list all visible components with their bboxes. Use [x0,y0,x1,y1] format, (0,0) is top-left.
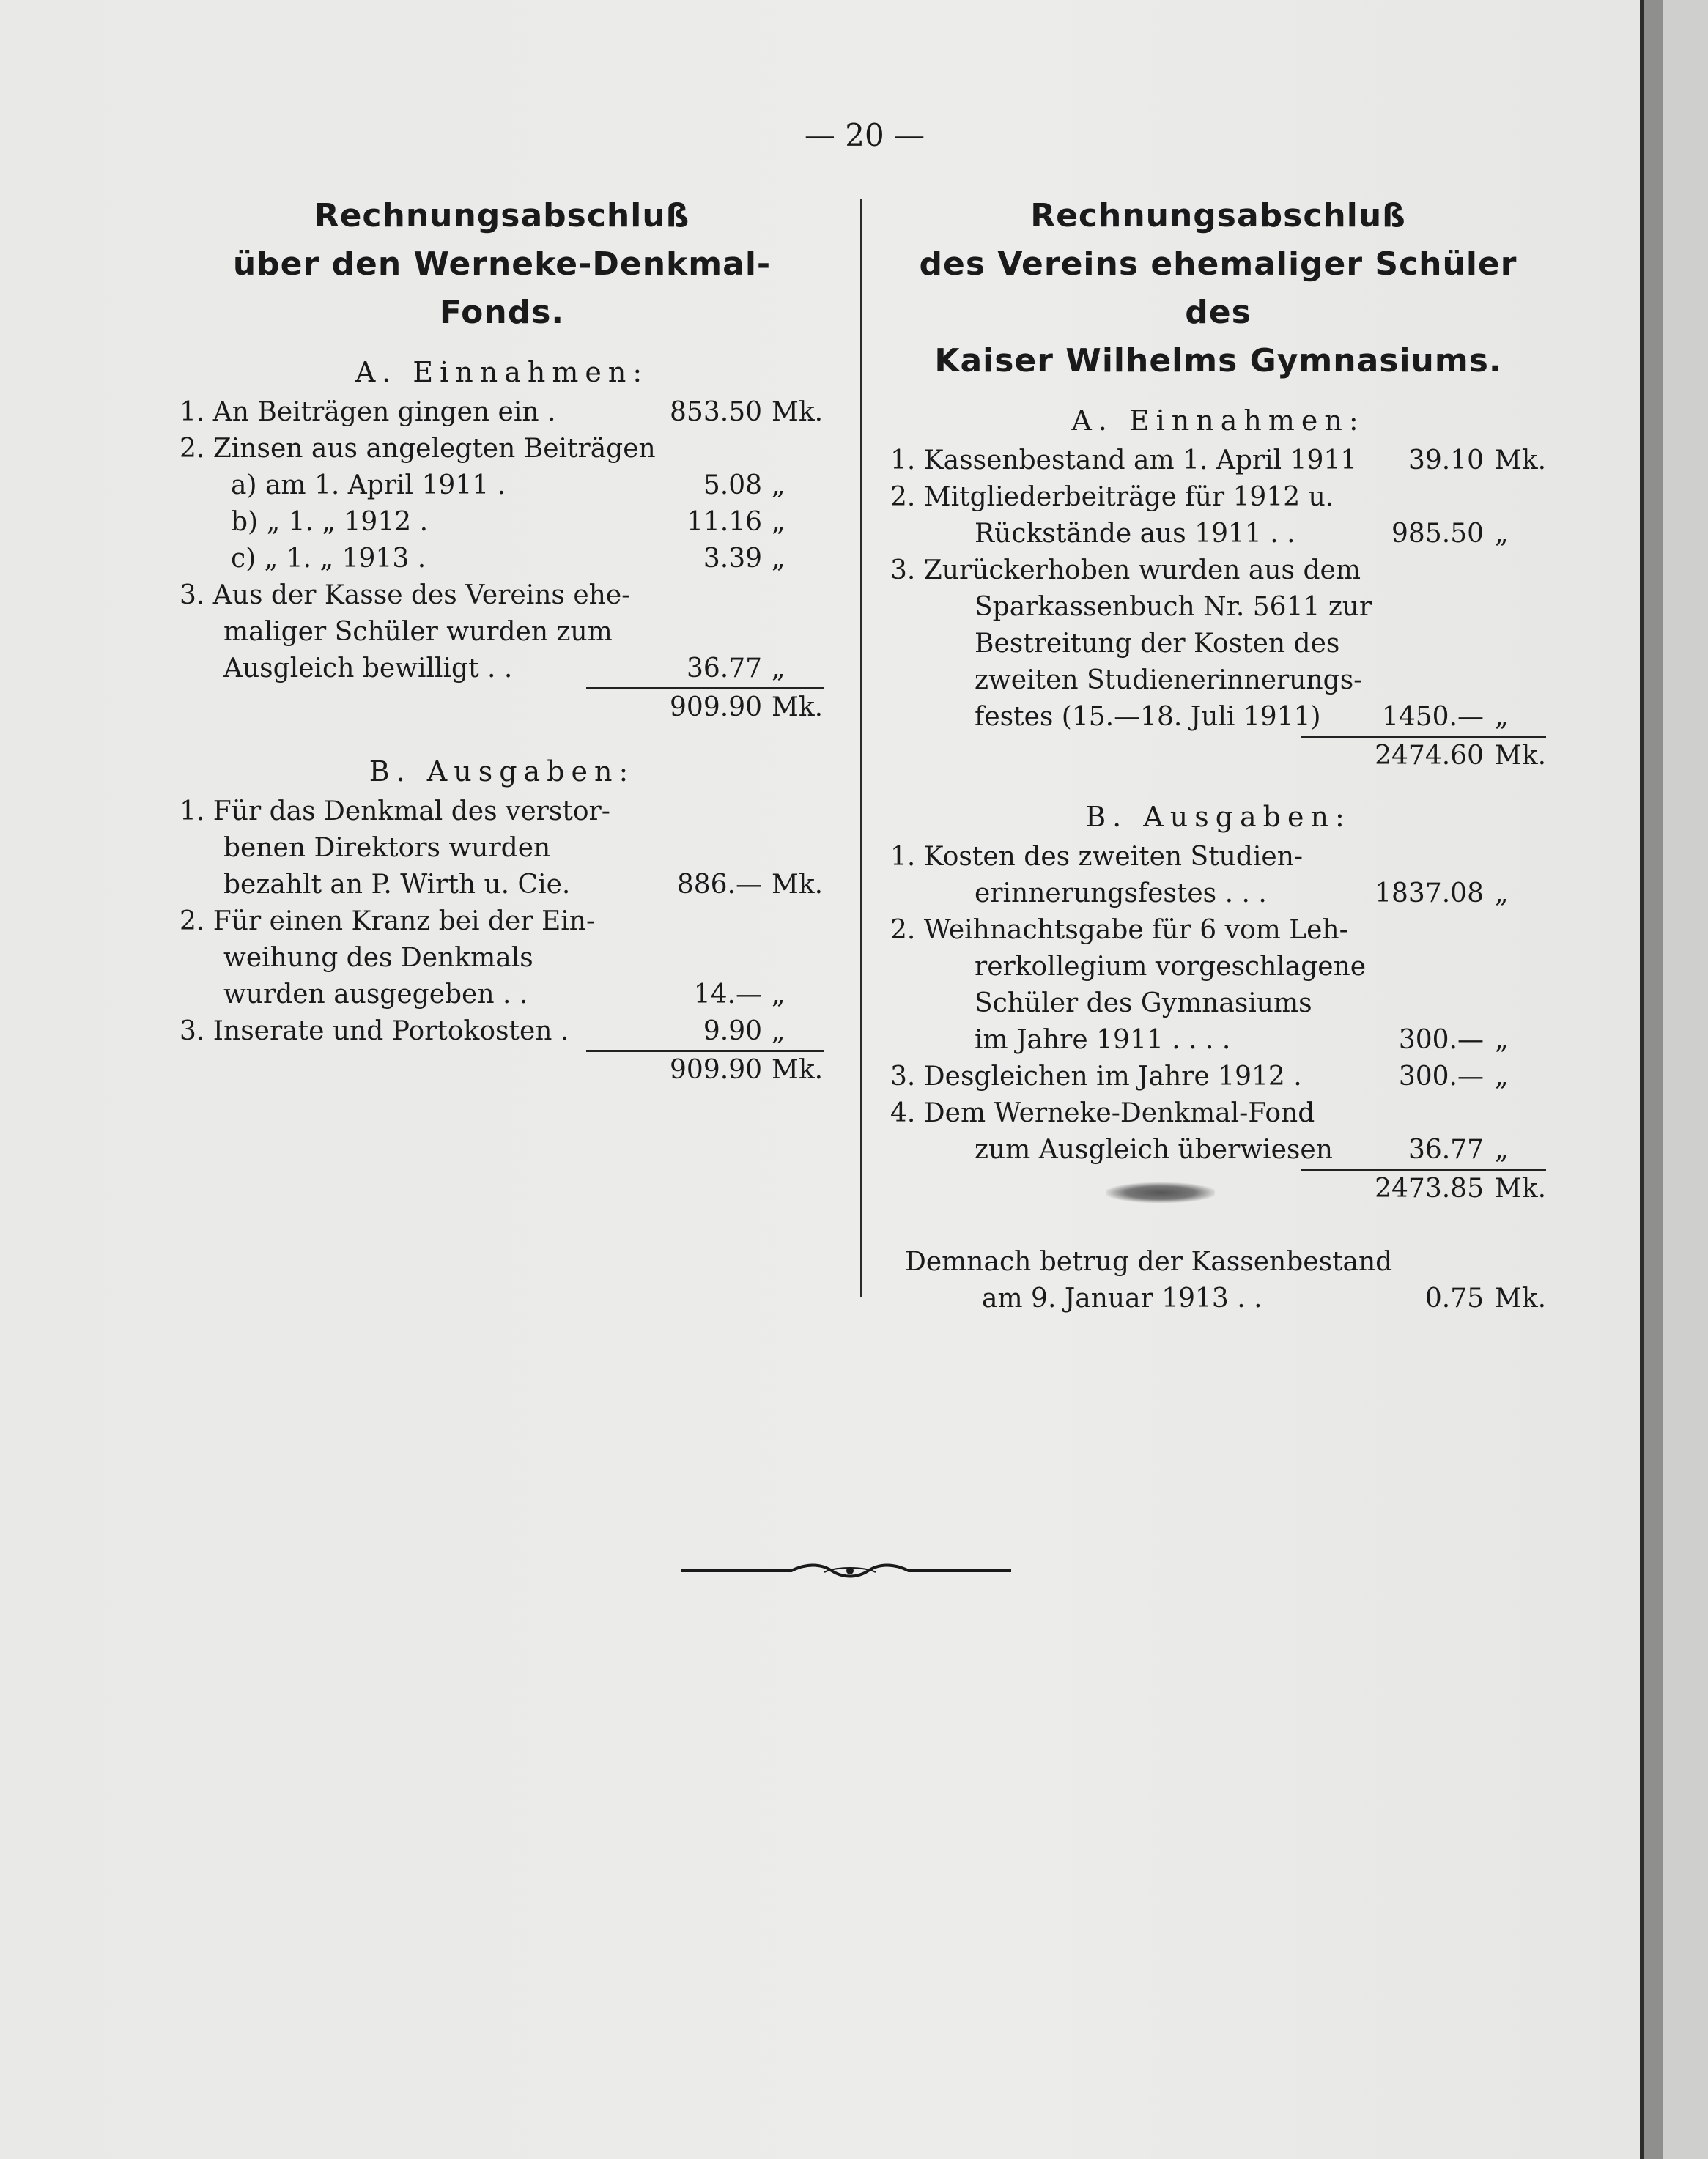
right-title-line: Kaiser Wilhelms Gymnasiums. [934,342,1502,379]
ledger-line-amount: 3.39 [703,544,762,574]
ledger-line [890,1132,1546,1169]
left-expenses-total-amount: 909.90 [670,1055,762,1085]
column-divider [860,199,862,1297]
ledger-line-unit: Mk. [1495,445,1547,475]
right-income-total-unit: Mk. [1495,741,1547,771]
ledger-line [180,541,824,577]
ledger-line-text: erinnerungsfestes . . . [975,878,1267,908]
ledger-line-amount: 300.— [1398,1062,1484,1092]
ledger-line-amount: 9.90 [703,1016,762,1046]
balance-line-2 [890,1281,1546,1317]
ledger-line-text: 2. Für einen Kranz bei der Ein- [180,906,596,936]
ledger-line-amount: 300.— [1398,1025,1484,1055]
left-title [180,192,824,337]
right-title-line: des Vereins ehemaliger Schüler des [919,245,1517,331]
ledger-line-text: im Jahre 1911 . . . . [975,1025,1231,1055]
ledger-line [890,912,1546,949]
ledger-line [180,867,824,903]
ledger-line-amount: 36.77 [686,653,762,684]
binding-edge [1644,0,1663,2159]
ledger-line-text: 1. Kassenbestand am 1. April 1911 [890,445,1358,475]
ledger-line [180,651,824,687]
ornament-divider [681,1556,1018,1585]
ledger-line-text: Schüler des Gymnasiums [975,988,1312,1018]
ledger-line-unit: „ [1495,1062,1509,1092]
ledger-line [180,467,824,504]
right-expenses-lines [890,839,1546,1169]
right-title-line: Rechnungsabschluß [1030,197,1406,234]
left-title-line: Rechnungsabschluß [314,197,690,234]
ledger-line [890,479,1546,516]
left-expenses-total [180,1052,824,1089]
ledger-line-unit: „ [772,470,785,500]
ledger-line-text: 1. An Beiträgen gingen ein . [180,397,556,427]
right-income-heading: A. Einnahmen: [1071,404,1365,437]
right-statement [890,192,1546,1317]
ledger-line-unit: „ [1495,519,1509,549]
ledger-line-text: zum Ausgleich überwiesen [975,1135,1333,1165]
ledger-line-text: 1. Kosten des zweiten Studien- [890,842,1304,872]
ledger-line-unit: „ [772,507,785,537]
ledger-line-amount: 1450.— [1381,702,1484,732]
ledger-line-text: 3. Zurückerhoben wurden aus dem [890,555,1361,585]
ledger-line-amount: 36.77 [1408,1135,1484,1165]
ledger-line [180,977,824,1013]
ledger-line-amount: 39.10 [1408,445,1484,475]
ledger-line-text: bezahlt an P. Wirth u. Cie. [223,870,571,900]
scan-margin [1663,0,1708,2159]
balance-text-2: am 9. Januar 1913 . . [982,1284,1262,1314]
left-income-total-amount: 909.90 [670,692,762,722]
ledger-line [180,940,824,977]
balance-amount: 0.75 [1424,1284,1484,1314]
right-expenses-total-unit: Mk. [1495,1174,1547,1204]
ledger-line-text: 3. Aus der Kasse des Vereins ehe- [180,580,631,610]
left-expenses-heading: B. Ausgaben: [369,755,635,788]
ledger-line [180,903,824,940]
left-expenses-total-unit: Mk. [772,1055,824,1085]
ledger-line-unit: Mk. [772,870,824,900]
ledger-line-amount: 1837.08 [1375,878,1484,908]
left-income-lines [180,394,824,687]
ledger-line-text: Ausgleich bewilligt . . [223,653,513,684]
ledger-line [180,504,824,541]
balance-line-1 [890,1244,1546,1281]
ledger-line [180,614,824,651]
left-expenses-lines [180,793,824,1050]
ledger-line-text: 2. Zinsen aus angelegten Beiträgen [180,434,656,464]
ledger-line-text: wurden ausgegeben . . [223,979,528,1010]
ledger-line-text: 3. Inserate und Portokosten . [180,1016,569,1046]
ledger-line-unit: „ [772,1016,785,1046]
page-number: — 20 — [804,117,925,153]
ledger-line-text: festes (15.—18. Juli 1911) [975,702,1321,732]
ledger-line-amount: 853.50 [670,397,762,427]
ledger-line-text: Sparkassenbuch Nr. 5611 zur [975,592,1372,622]
ledger-line-text: zweiten Studienerinnerungs- [975,665,1363,695]
right-expenses-total [890,1171,1546,1207]
ledger-line [180,793,824,830]
ledger-line [180,394,824,431]
ledger-line-text: rerkollegium vorgeschlagene [975,952,1367,982]
ledger-line [890,589,1546,626]
right-expenses-heading: B. Ausgaben: [1085,801,1351,833]
ledger-line [890,985,1546,1022]
ledger-line-unit: „ [772,979,785,1010]
ledger-line [890,442,1546,479]
ledger-line [890,662,1546,699]
left-income-heading: A. Einnahmen: [355,356,649,388]
ledger-line [180,431,824,467]
ledger-line [890,839,1546,875]
ledger-line-unit: „ [772,544,785,574]
ledger-line [890,1059,1546,1095]
ledger-line-text: 2. Mitgliederbeiträge für 1912 u. [890,482,1334,512]
ledger-line-amount: 14.— [693,979,762,1010]
ledger-line [890,875,1546,912]
left-statement [180,192,824,1089]
ledger-line-unit: Mk. [772,397,824,427]
ledger-line-unit: „ [1495,1025,1509,1055]
left-title-line: über den Werneke-Denkmal-Fonds. [232,245,772,331]
ledger-line-amount: 11.16 [686,507,762,537]
right-income-total [890,738,1546,774]
ledger-line-unit: „ [772,653,785,684]
ledger-line-text: 4. Dem Werneke-Denkmal-Fond [890,1098,1315,1128]
left-income-total [180,689,824,726]
ledger-line-text: Rückstände aus 1911 . . [975,519,1295,549]
ledger-line-text: maliger Schüler wurden zum [223,617,613,647]
ledger-line [180,577,824,614]
ledger-line [180,1013,824,1050]
right-income-lines [890,442,1546,736]
ledger-line [890,699,1546,736]
ledger-line-amount: 5.08 [703,470,762,500]
ledger-line-text: 3. Desgleichen im Jahre 1912 . [890,1062,1302,1092]
ledger-line [890,1022,1546,1059]
balance-unit: Mk. [1495,1284,1547,1314]
ledger-line-text: b) „ 1. „ 1912 . [231,507,429,537]
ledger-line-text: Bestreitung der Kosten des [975,629,1340,659]
ledger-line-amount: 985.50 [1391,519,1484,549]
ledger-line-unit: „ [1495,702,1509,732]
ledger-line-unit: „ [1495,1135,1509,1165]
ledger-line [890,949,1546,985]
ledger-line-text: a) am 1. April 1911 . [231,470,506,500]
right-title [890,192,1546,385]
ledger-line-text: c) „ 1. „ 1913 . [231,544,426,574]
ledger-line-text: 1. Für das Denkmal des verstor- [180,796,610,826]
left-income-total-unit: Mk. [772,692,824,722]
balance-text-1: Demnach betrug der Kassenbestand [905,1247,1393,1277]
ledger-line [890,516,1546,552]
ledger-line [890,626,1546,662]
ledger-line-unit: „ [1495,878,1509,908]
ledger-line-text: benen Direktors wurden [223,833,551,863]
ledger-line [180,830,824,867]
right-expenses-total-amount: 2473.85 [1375,1174,1484,1204]
ink-blot [1106,1182,1215,1203]
right-income-total-amount: 2474.60 [1375,741,1484,771]
ledger-line-amount: 886.— [676,870,762,900]
ledger-line [890,1095,1546,1132]
ledger-line-text: 2. Weihnachtsgabe für 6 vom Leh- [890,915,1348,945]
ledger-line-text: weihung des Denkmals [223,943,533,973]
ledger-line [890,552,1546,589]
